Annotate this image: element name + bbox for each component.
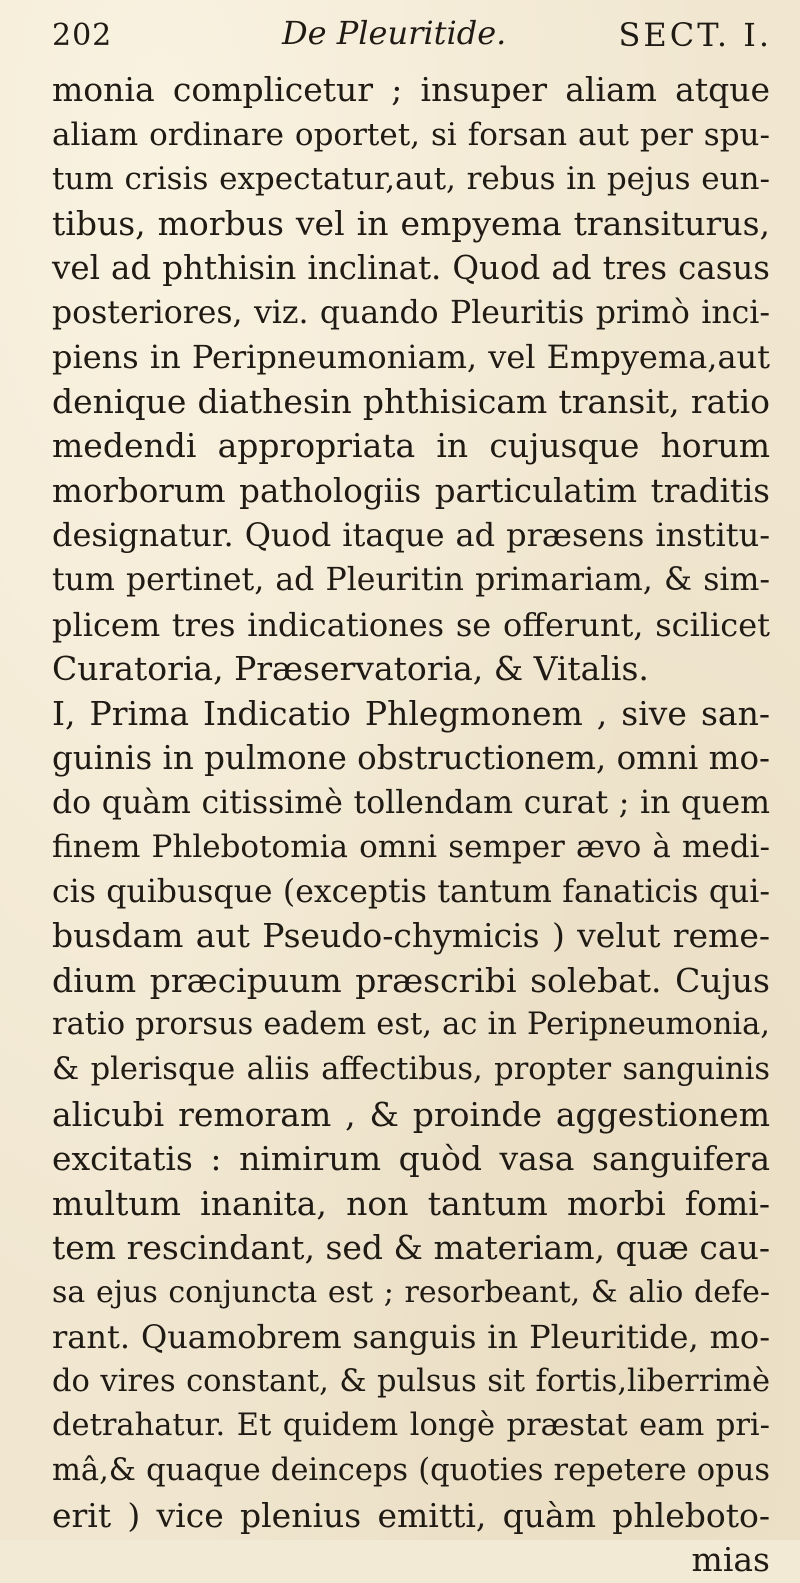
catchword: mias — [691, 1540, 770, 1580]
running-title: De Pleuritide. — [282, 14, 507, 52]
text-line: alicubi remoram , & proinde aggestionem — [52, 1094, 770, 1134]
text-line: tum pertinet, ad Pleuritin primariam, & sim- — [52, 562, 770, 599]
text-line: do quàm citissimè tollendam curat ; in quem — [52, 784, 770, 821]
body-text — [52, 68, 770, 1583]
page-header — [52, 14, 772, 58]
text-line: mâ,& quaque deinceps (quoties repetere opus — [52, 1452, 770, 1488]
text-line: tem rescindant, sed & materiam, quæ cau- — [52, 1228, 770, 1268]
text-line: & plerisque aliis affectibus, propter sanguinis — [52, 1052, 770, 1088]
text-line: excitatis : nimirum quòd vasa sanguifera — [52, 1139, 770, 1179]
text-line: do vires constant, & pulsus sit fortis,liberrimè — [52, 1363, 770, 1399]
text-line: medendi appropriata in cujusque horum — [52, 426, 770, 466]
text-line: piens in Peripneumoniam, vel Empyema,aut — [52, 338, 770, 377]
text-line: tum crisis expectatur,aut, rebus in pejus eun- — [52, 161, 770, 198]
text-line: designatur. Quod itaque ad præsens institu- — [52, 516, 770, 555]
text-line: busdam aut Pseudo-chymicis ) velut reme- — [52, 916, 770, 956]
text-line: aliam ordinare oportet, si forsan aut per spu- — [52, 116, 770, 153]
text-line: cis quibusque (exceptis tantum fanaticis qui- — [52, 873, 770, 910]
text-line: sa ejus conjuncta est ; resorbeant, & alio defe- — [52, 1274, 770, 1310]
text-line: dium præcipuum præscribi solebat. Cujus — [52, 960, 770, 1000]
text-line: vel ad phthisin inclinat. Quod ad tres casus — [52, 249, 770, 288]
text-line: I, Prima Indicatio Phlegmonem , sive san- — [52, 693, 770, 733]
text-line: denique diathesin phthisicam transit, ratio — [52, 381, 770, 421]
text-line: monia complicetur ; insuper aliam atque — [52, 70, 770, 109]
page-number: 202 — [52, 18, 113, 53]
text-line: posteriores, viz. quando Pleuritis primò inci- — [52, 294, 770, 331]
text-line: finem Phlebotomia omni semper ævo à medi- — [52, 829, 770, 866]
section-label: SECT. I. — [618, 16, 772, 54]
text-line: plicem tres indicationes se offerunt, scilicet — [52, 605, 770, 644]
text-line: erit ) vice plenius emitti, quàm phleboto- — [52, 1495, 770, 1535]
text-line: guinis in pulmone obstructionem, omni mo- — [52, 739, 770, 778]
text-line: rant. Quamobrem sanguis in Pleuritide, mo- — [52, 1318, 770, 1357]
text-line: ratio prorsus eadem est, ac in Peripneumonia, — [52, 1007, 770, 1043]
text-line: detrahatur. Et quidem longè præstat eam pri- — [52, 1408, 770, 1444]
text-line: multum inanita, non tantum morbi fomi- — [52, 1183, 770, 1223]
text-line: tibus, morbus vel in empyema transiturus, — [52, 203, 770, 243]
text-line: Curatoria, Præservatoria, & Vitalis. — [52, 649, 649, 689]
text-line: morborum pathologiis particulatim traditis — [52, 471, 770, 510]
